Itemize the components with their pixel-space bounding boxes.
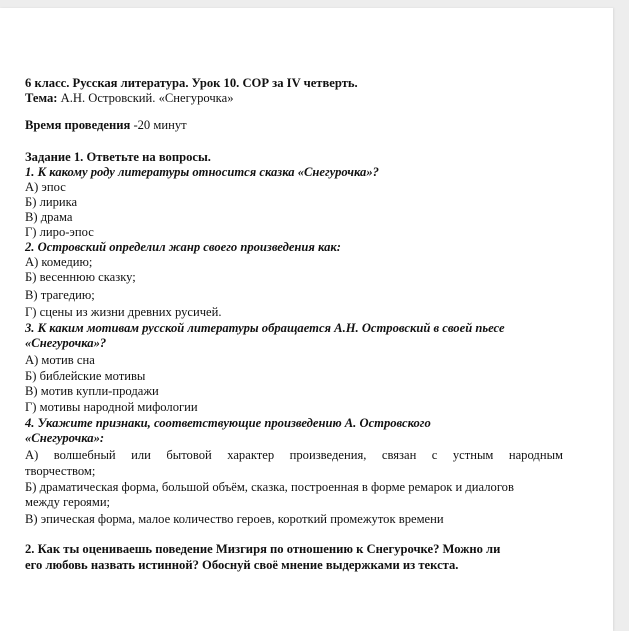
task2-line2: его любовь назвать истинной? Обоснуй своё мнение выдержками из текста. [25,558,459,572]
q3-option-a: А) мотив сна [25,353,95,367]
q1-option-c: В) драма [25,210,73,224]
q1-option-a: А) эпос [25,180,66,194]
time-label: Время проведения [25,118,131,132]
q3-option-d: Г) мотивы народной мифологии [25,400,198,414]
q1-question: 1. К какому роду литературы относится сказка «Снегурочка»? [25,165,379,179]
document-page [0,8,613,631]
q1-option-d: Г) лиро-эпос [25,225,94,239]
q3-option-c: В) мотив купли-продажи [25,384,159,398]
time-value: -20 минут [130,118,187,132]
q2-option-a: А) комедию; [25,255,93,269]
q4-option-b-line2: между героями; [25,495,111,509]
q3-question-line2: «Снегурочка»? [25,336,107,350]
time-line [25,118,187,133]
q2-option-c: В) трагедию; [25,288,95,302]
q3-question-line1: 3. К каким мотивам русской литературы обращается А.Н. Островский в своей пьесе [25,321,505,335]
topic-value: А.Н. Островский. «Снегурочка» [60,91,234,105]
task1-heading: Задание 1. Ответьте на вопросы. [25,150,211,164]
q4-question-line1: 4. Укажите признаки, соответствующие произведению А. Островского [25,416,431,430]
q4-option-a-line1: А) волшебный или бытовой характер произведения, связан с устным народным [25,448,563,462]
q1-option-b: Б) лирика [25,195,78,209]
q2-question: 2. Островский определил жанр своего произведения как: [25,240,341,254]
q4-option-b-line1: Б) драматическая форма, большой объём, сказка, построенная в форме ремарок и диалогов [25,480,514,494]
q3-option-b: Б) библейские мотивы [25,369,146,383]
q4-option-c: В) эпическая форма, малое количество героев, короткий промежуток времени [25,512,444,526]
q2-option-b: Б) весеннюю сказку; [25,270,136,284]
task2-line1: 2. Как ты оцениваешь поведение Мизгиря по отношению к Снегурочке? Можно ли [25,542,501,556]
lesson-title: 6 класс. Русская литература. Урок 10. СОР за IV четверть. [25,76,358,90]
topic-label: Тема: [25,91,61,105]
q4-question-line2: «Снегурочка»: [25,431,105,445]
q2-option-d: Г) сцены из жизни древних русичей. [25,305,222,319]
q4-option-a-line2: творчеством; [25,464,96,478]
topic-line [25,91,234,106]
